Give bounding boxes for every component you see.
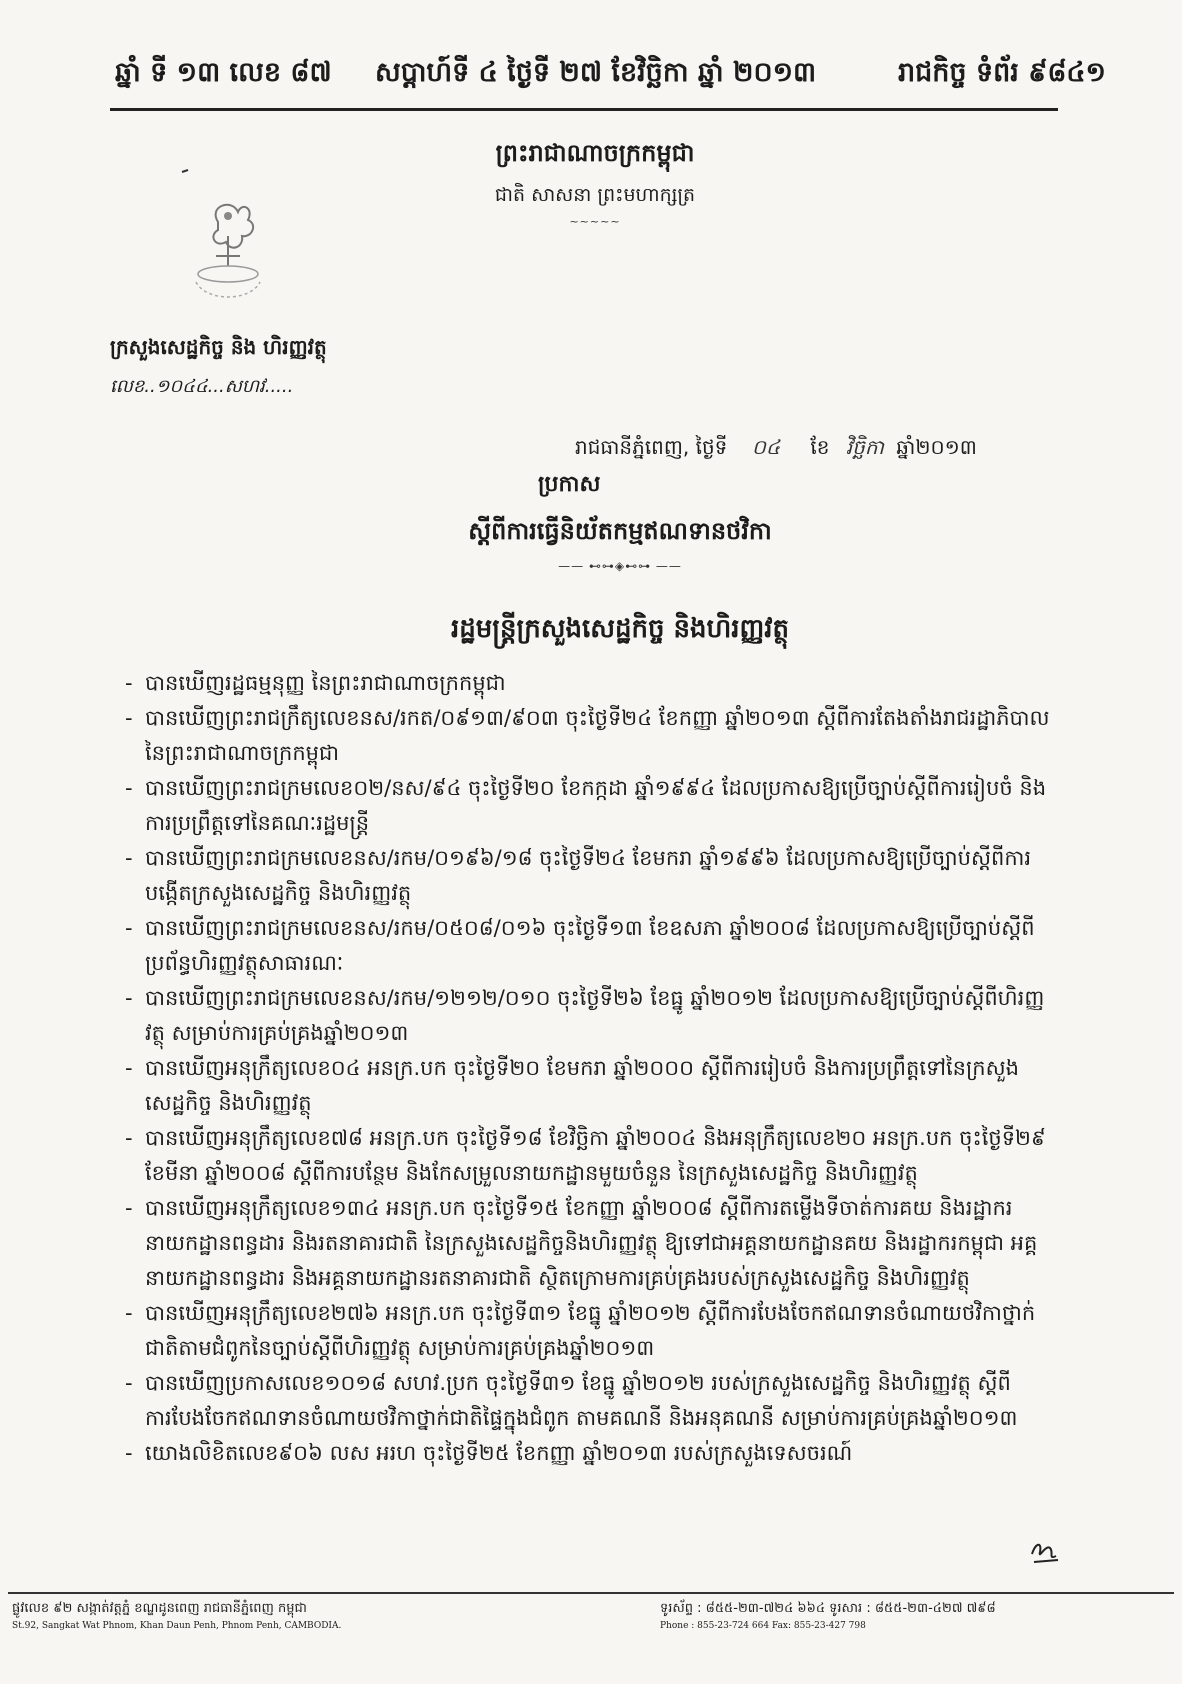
gazette-header (0, 56, 1182, 102)
preamble-clause: - បានឃើញព្រះរាជក្រមលេខនស/រកម/០១៩៦/១៨ ចុះថ្ងៃទី២៤ ខែមករា ឆ្នាំ១៩៩៦ ដែលប្រកាសឱ្យប្រើច្បាប់ស្តីពីការបង្កើតក្រសួងសេដ្ឋកិច្ច និងហិរញ្ញវត្ថុ (125, 841, 1055, 911)
kingdom-title: ព្រះរាជាណាចក្រកម្ពុជា (495, 138, 695, 167)
document-title-block (320, 470, 920, 573)
preamble-clause: - បានឃើញព្រះរាជក្រមលេខនស/រកម/១២១២/០១០ ចុះថ្ងៃទី២៦ ខែធ្នូ ឆ្នាំ២០១២ ដែលប្រកាសឱ្យប្រើច្បាប់ស្តីពីហិរញ្ញវត្ថុ សម្រាប់ការគ្រប់គ្រងឆ្នាំ២០១៣ (125, 981, 1055, 1051)
footer-phone-km: ទូរស័ព្ទ : ៨៥៥-២៣-៧២៤ ៦៦៤ ទូរសារ : ៨៥៥-២៣-៤២៧ ៧៩៨ (660, 1601, 996, 1616)
kingdom-divider: ~~~~~ (569, 215, 621, 228)
date-prefix: រាជធានីភ្នំពេញ, ថ្ងៃទី (575, 435, 728, 459)
footer-phone-en: Phone : 855-23-724 664 Fax: 855-23-427 798 (660, 1621, 866, 1631)
reference-number: លេខ..១០៤៤...សហវ..... (110, 376, 294, 397)
gazette-date: សប្តាហ៍ទី ៤ ថ្ងៃទី ២៧ ខែវិច្ឆិកា ឆ្នាំ ២០១៣ (375, 57, 817, 88)
footer-address-en: St.92, Sangkat Wat Phnom, Khan Daun Penh, Phnom Penh, CAMBODIA. (12, 1621, 342, 1631)
preamble-clause: - បានឃើញអនុក្រឹត្យលេខ១៣៤ អនក្រ.បក ចុះថ្ងៃទី១៥ ខែកញ្ញា ឆ្នាំ២០០៨ ស្តីពីការតម្លើងទីចាត់ការគយ និងរដ្ឋាករ នាយកដ្ឋានពន្ធដារ និងរតនាគារជាតិ នៃក្រសួងសេដ្ឋកិច្ចនិងហិរញ្ញវត្ថុ ឱ្យទៅជាអគ្គនាយកដ្ឋានគយ និងរដ្ឋាករកម្ពុជា អគ្គនាយកដ្ឋានពន្ធដារ និងអគ្គនាយកដ្ឋានរតនាគារជាតិ ស្ថិតក្រោមការគ្រប់គ្រងរបស់ក្រសួងសេដ្ឋកិច្ច និងហិរញ្ញវត្ថុ (125, 1191, 1055, 1296)
ministry-name: ក្រសួងសេដ្ឋកិច្ច និង ហិរញ្ញវត្ថុ (110, 335, 327, 359)
document-subject: ស្តីពីការធ្វើនិយ័តកម្មឥណទានថវិកា (468, 517, 772, 545)
preamble-clause: - បានឃើញអនុក្រឹត្យលេខ២៧៦ អនក្រ.បក ចុះថ្ងៃទី៣១ ខែធ្នូ ឆ្នាំ២០១២ ស្តីពីការបែងចែកឥណទានចំណាយថវិកាថ្នាក់ជាតិតាមជំពូកនៃច្បាប់ស្តីពីហិរញ្ញវត្ថុ សម្រាប់ការគ្រប់គ្រងឆ្នាំ២០១៣ (125, 1296, 1055, 1366)
date-day: ០៤ (751, 435, 781, 459)
header-divider (110, 108, 1058, 111)
ministry-block (110, 334, 410, 401)
preamble-clause: - បានឃើញប្រកាសលេខ១០១៨ សហវ.ប្រក ចុះថ្ងៃទី៣១ ខែធ្នូ ឆ្នាំ២០១២ របស់ក្រសួងសេដ្ឋកិច្ច និងហិរញ្ញវត្ថុ ស្តីពីការបែងចែកឥណទានចំណាយថវិកាថ្នាក់ជាតិផ្ទៃក្នុងជំពូក តាមគណនី និងអនុគណនី សម្រាប់ការគ្រប់គ្រងឆ្នាំ២០១៣ (125, 1366, 1055, 1436)
ministry-emblem-icon (168, 162, 286, 330)
date-month: វិច្ឆិកា (845, 435, 884, 459)
footer-address (12, 1600, 572, 1631)
initials-signature-icon (1028, 1534, 1062, 1568)
footer-divider (8, 1592, 1174, 1594)
issuing-authority: រដ្ឋមន្ត្រីក្រសួងសេដ្ឋកិច្ច និងហិរញ្ញវត្ថុ (450, 614, 790, 644)
gazette-page-number: រាជកិច្ច ទំព័រ ៩៨៤១ (898, 57, 1106, 88)
title-divider: —— ⊷⊶◈⊷⊶ —— (558, 559, 682, 573)
issue-date-line (575, 434, 1055, 464)
preamble-clauses (125, 666, 1055, 1471)
preamble-clause: - បានឃើញអនុក្រឹត្យលេខ០៤ អនក្រ.បក ចុះថ្ងៃទី២០ ខែមករា ឆ្នាំ២០០០ ស្តីពីការរៀបចំ និងការប្រព្រឹត្តទៅនៃក្រសួងសេដ្ឋកិច្ច និងហិរញ្ញវត្ថុ (125, 1051, 1055, 1121)
preamble-clause: - បានឃើញអនុក្រឹត្យលេខ៧៨ អនក្រ.បក ចុះថ្ងៃទី១៨ ខែវិច្ឆិកា ឆ្នាំ២០០៤ និងអនុក្រឹត្យលេខ២០ អនក្រ.បក ចុះថ្ងៃទី២៩ ខែមីនា ឆ្នាំ២០០៨ ស្តីពីការបន្ថែម និងកែសម្រួលនាយកដ្ឋានមួយចំនួន នៃក្រសួងសេដ្ឋកិច្ច និងហិរញ្ញវត្ថុ (125, 1121, 1055, 1191)
footer-contact (660, 1600, 1160, 1631)
date-year: ឆ្នាំ២០១៣ (896, 435, 977, 459)
preamble-clause: - បានឃើញរដ្ឋធម្មនុញ្ញ នៃព្រះរាជាណាចក្រកម្ពុជា (125, 666, 1055, 701)
preamble-clause: - បានឃើញព្រះរាជក្រឹត្យលេខនស/រកត/០៩១៣/៩០៣ ចុះថ្ងៃទី២៤ ខែកញ្ញា ឆ្នាំ២០១៣ ស្តីពីការតែងតាំងរាជរដ្ឋាភិបាល នៃព្រះរាជាណាចក្រកម្ពុជា (125, 701, 1055, 771)
kingdom-heading (370, 138, 820, 228)
preamble-clause: - បានឃើញព្រះរាជក្រមលេខ០២/នស/៩៤ ចុះថ្ងៃទី២០ ខែកក្កដា ឆ្នាំ១៩៩៤ ដែលប្រកាសឱ្យប្រើច្បាប់ស្តីពីការរៀបចំ និងការប្រព្រឹត្តទៅនៃគណៈរដ្ឋមន្ត្រី (125, 771, 1055, 841)
preamble-clause: - យោងលិខិតលេខ៩០៦ លស អរហ ចុះថ្ងៃទី២៥ ខែកញ្ញា ឆ្នាំ២០១៣ របស់ក្រសួងទេសចរណ៍ (125, 1436, 1055, 1471)
gazette-year-issue: ឆ្នាំ ទី ១៣ លេខ ៨៧ (115, 57, 332, 88)
footer-address-km: ផ្លូវលេខ ៩២ សង្កាត់វត្តភ្នំ ខណ្ឌដូនពេញ រាជធានីភ្នំពេញ កម្ពុជា (12, 1601, 307, 1616)
kingdom-motto: ជាតិ សាសនា ព្រះមហាក្សត្រ (494, 184, 696, 206)
preamble-clause: - បានឃើញព្រះរាជក្រមលេខនស/រកម/០៥០៨/០១៦ ចុះថ្ងៃទី១៣ ខែឧសភា ឆ្នាំ២០០៨ ដែលប្រកាសឱ្យប្រើច្បាប់ស្តីពីប្រព័ន្ធហិរញ្ញវត្ថុសាធារណៈ (125, 911, 1055, 981)
document-type: ប្រកាស (538, 472, 601, 497)
date-month-label: ខែ (810, 435, 830, 459)
